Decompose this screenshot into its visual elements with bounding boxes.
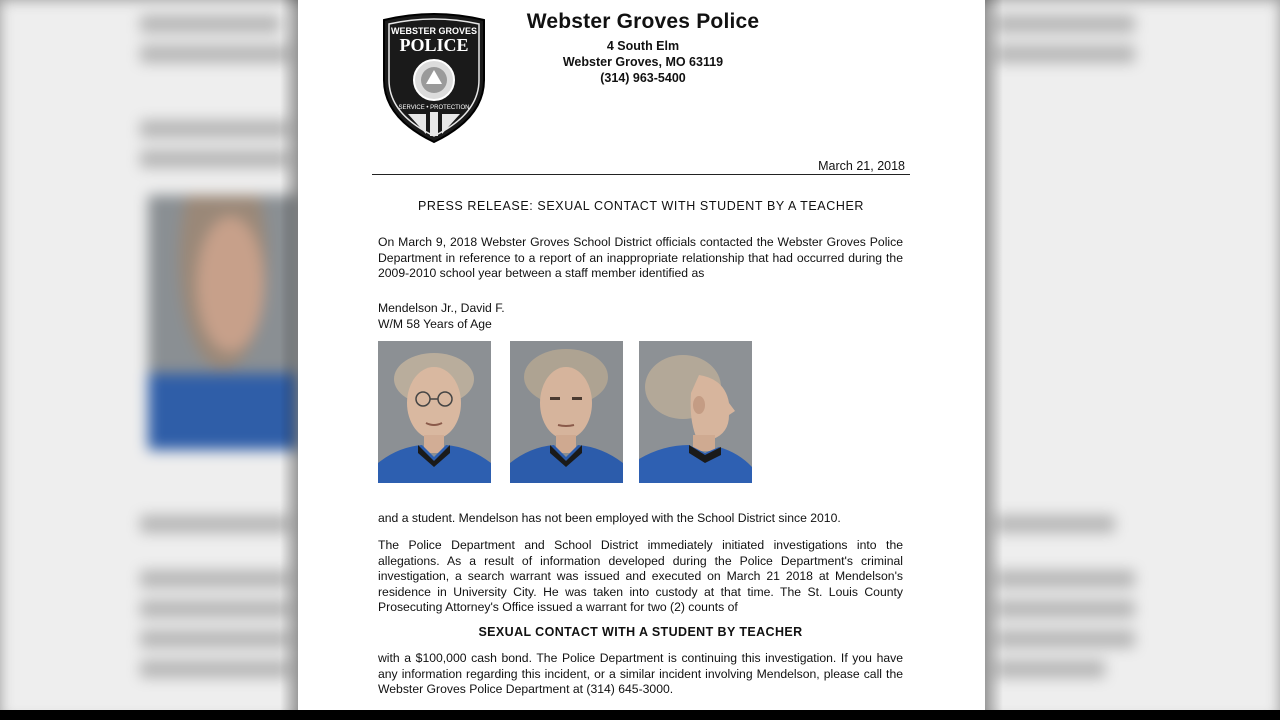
paragraph-contact-info: with a $100,000 cash bond. The Police Department is continuing this investigation. If you have any information regarding this incident, or a similar incident involving Mendelson, please call the Webster Groves Police Department at (314) 645-3000. [378, 651, 903, 696]
paragraph-incident-report: On March 9, 2018 Webster Groves School District officials contacted the Webster Groves Police Department in reference to a report of an inappropriate relationship that had occurred during the 2009-2010 school year between a staff member identified as [378, 235, 903, 280]
badge-arc-text: WEBSTER GROVES [390, 26, 478, 36]
mugshot-front [510, 341, 623, 483]
address-street: 4 South Elm [606, 39, 680, 53]
badge-motto-text: SERVICE • PROTECTION [398, 105, 470, 111]
charge-title: SEXUAL CONTACT WITH A STUDENT BY TEACHER [478, 625, 803, 639]
press-release-headline: PRESS RELEASE: SEXUAL CONTACT WITH STUDENT BY A TEACHER [417, 199, 865, 213]
release-date: March 21, 2018 [818, 159, 905, 173]
mugshot-profile [639, 341, 752, 483]
page-shadow-left [280, 0, 298, 720]
bottom-letterbox-bar [0, 710, 1280, 720]
press-release-page [298, 0, 985, 710]
badge-title-text: POLICE [399, 35, 469, 55]
police-badge-logo [378, 10, 490, 144]
suspect-name: Mendelson Jr., David F. [378, 301, 505, 315]
page-shadow-right [985, 0, 1003, 720]
paragraph-employment: and a student. Mendelson has not been employed with the School District since 2010. [378, 511, 841, 525]
mugshot-front-glasses [378, 341, 491, 483]
header-divider [372, 174, 910, 175]
paragraph-investigation: The Police Department and School District immediately initiated investigations into the allegations. As a result of information developed during the Police Department's criminal investigation, a search warrant was issued and executed on March 21 2018 at Mendelson's residence in University City. He was taken into custody at that time. The St. Louis County Prosecuting Attorney's Office issued a warrant for two (2) counts of [378, 538, 903, 614]
department-name: Webster Groves Police [526, 10, 760, 33]
department-phone: (314) 963-5400 [600, 71, 686, 85]
suspect-description: W/M 58 Years of Age [378, 317, 492, 331]
address-city: Webster Groves, MO 63119 [562, 55, 724, 69]
